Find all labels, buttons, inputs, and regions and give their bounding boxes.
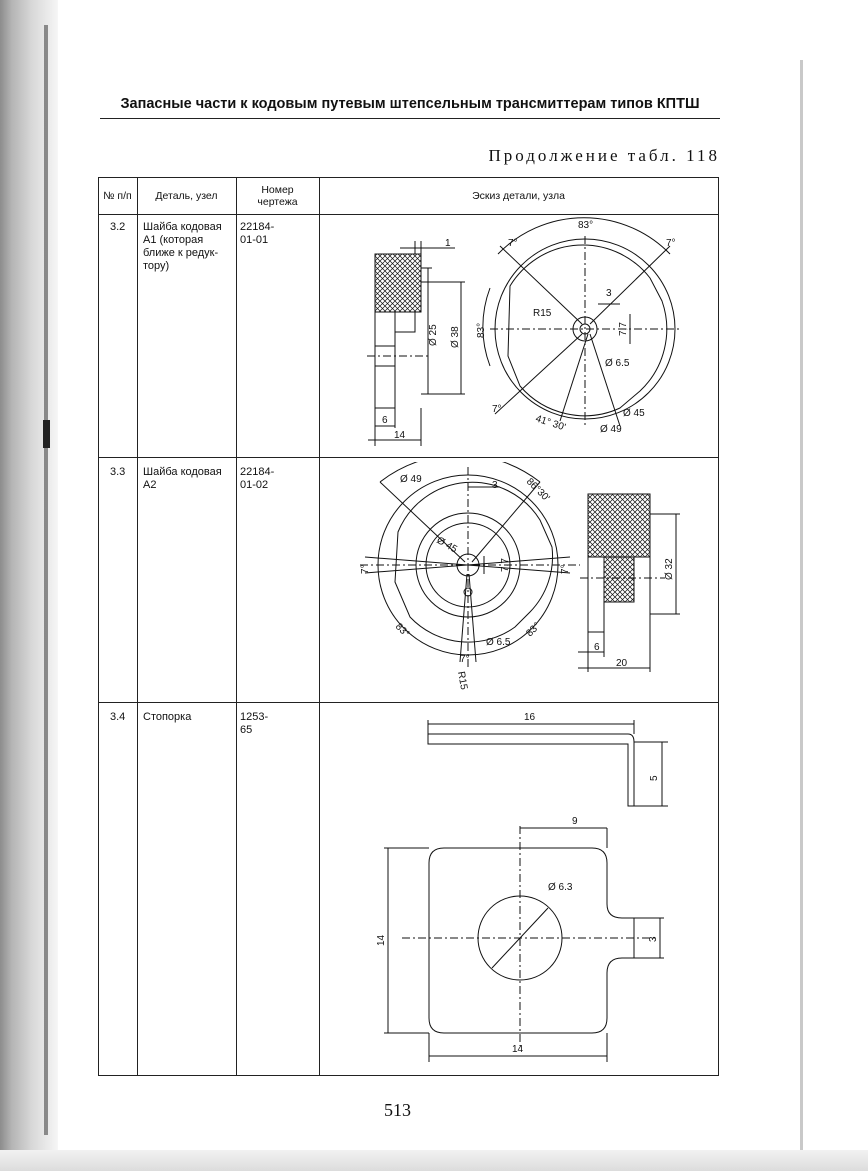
dim-label: 16 [524,712,536,723]
dim-label: Ø 45 [623,408,645,419]
dim-label: 83° [476,322,487,338]
dim-label: Ø 6.5 [605,358,630,369]
page-number: 513 [384,1100,411,1120]
dim-label: 86°30' [523,476,552,505]
row-divider [98,457,719,458]
dim-label: 14 [376,934,387,946]
row-drawing-number: 22184-01-02 [240,466,275,491]
dim-label: 7,7 [618,322,629,336]
dim-label: 9 [572,816,578,827]
row-drawing-number: 1253-65 [240,711,269,736]
dim-label: Ø 49 [400,474,422,485]
dim-label: 3 [648,936,659,942]
dim-label: 20 [616,658,628,669]
row-number: 3.4 [110,711,126,723]
dim-label: 83° [524,620,543,640]
column-divider [137,177,138,1076]
table-border [98,177,99,1076]
dim-label: 83° [578,220,594,231]
row-drawing-number: 22184-01-01 [240,221,275,246]
row-divider [98,702,719,703]
dim-label: 7° [666,238,676,249]
dim-label: 7° [508,238,518,249]
dim-label: 5 [649,775,660,781]
dim-label: Ø 49 [600,424,622,435]
dim-label: 7,7 [500,558,511,572]
row-part: Шайба кодовая А2 [143,466,222,491]
row-divider [98,214,719,215]
header-num: № п/п [103,189,132,202]
column-divider [236,177,237,1076]
plan-view [384,826,664,1062]
table-continuation: Продолжение табл. 118 [488,146,720,165]
dim-label: Ø 32 [664,558,675,580]
dim-label: Ø 25 [428,324,439,346]
dim-label: 7° [560,564,571,574]
sketch-washer-a2 [340,462,715,694]
table-border [718,177,719,1076]
header-sketch: Эскиз детали, узла [472,189,565,202]
dim-label: 1 [445,238,451,249]
side-view [428,720,668,806]
dim-label: R15 [455,670,470,691]
row-part: Шайба кодовая А1 (которая ближе к редук-тору) [143,221,222,272]
dim-label: 6 [382,415,388,426]
header-drawing: Номер чертежа [257,183,298,208]
dim-label: 7° [492,404,502,415]
row-number: 3.2 [110,221,126,233]
dim-label: 7° [460,654,470,665]
dim-label: Ø 6.3 [548,882,573,893]
dim-label: Ø 45 [434,535,459,556]
dim-label: 14 [512,1044,524,1055]
dim-label: R15 [533,308,552,319]
sketch-washer-a1 [320,216,718,456]
header-rule [100,118,720,119]
table-border [98,1075,719,1076]
dim-label: 3 [492,480,498,491]
dim-label: 6 [594,642,600,653]
running-header: Запасные части к кодовым путевым штепсельным трансмиттерам типов КПТШ [120,96,700,112]
sketch-stopper [372,706,672,1068]
dim-label: Ø 38 [450,326,461,348]
dim-label: 3 [606,288,612,299]
dim-label: 83° [392,621,412,640]
dim-label: 14 [394,430,406,441]
row-part: Стопорка [143,711,192,723]
dim-label: 7° [360,564,371,574]
header-part: Деталь, узел [155,189,218,202]
dim-label: Ø 6.5 [486,637,511,648]
dim-label: 41° 30' [534,413,567,434]
row-number: 3.3 [110,466,126,478]
